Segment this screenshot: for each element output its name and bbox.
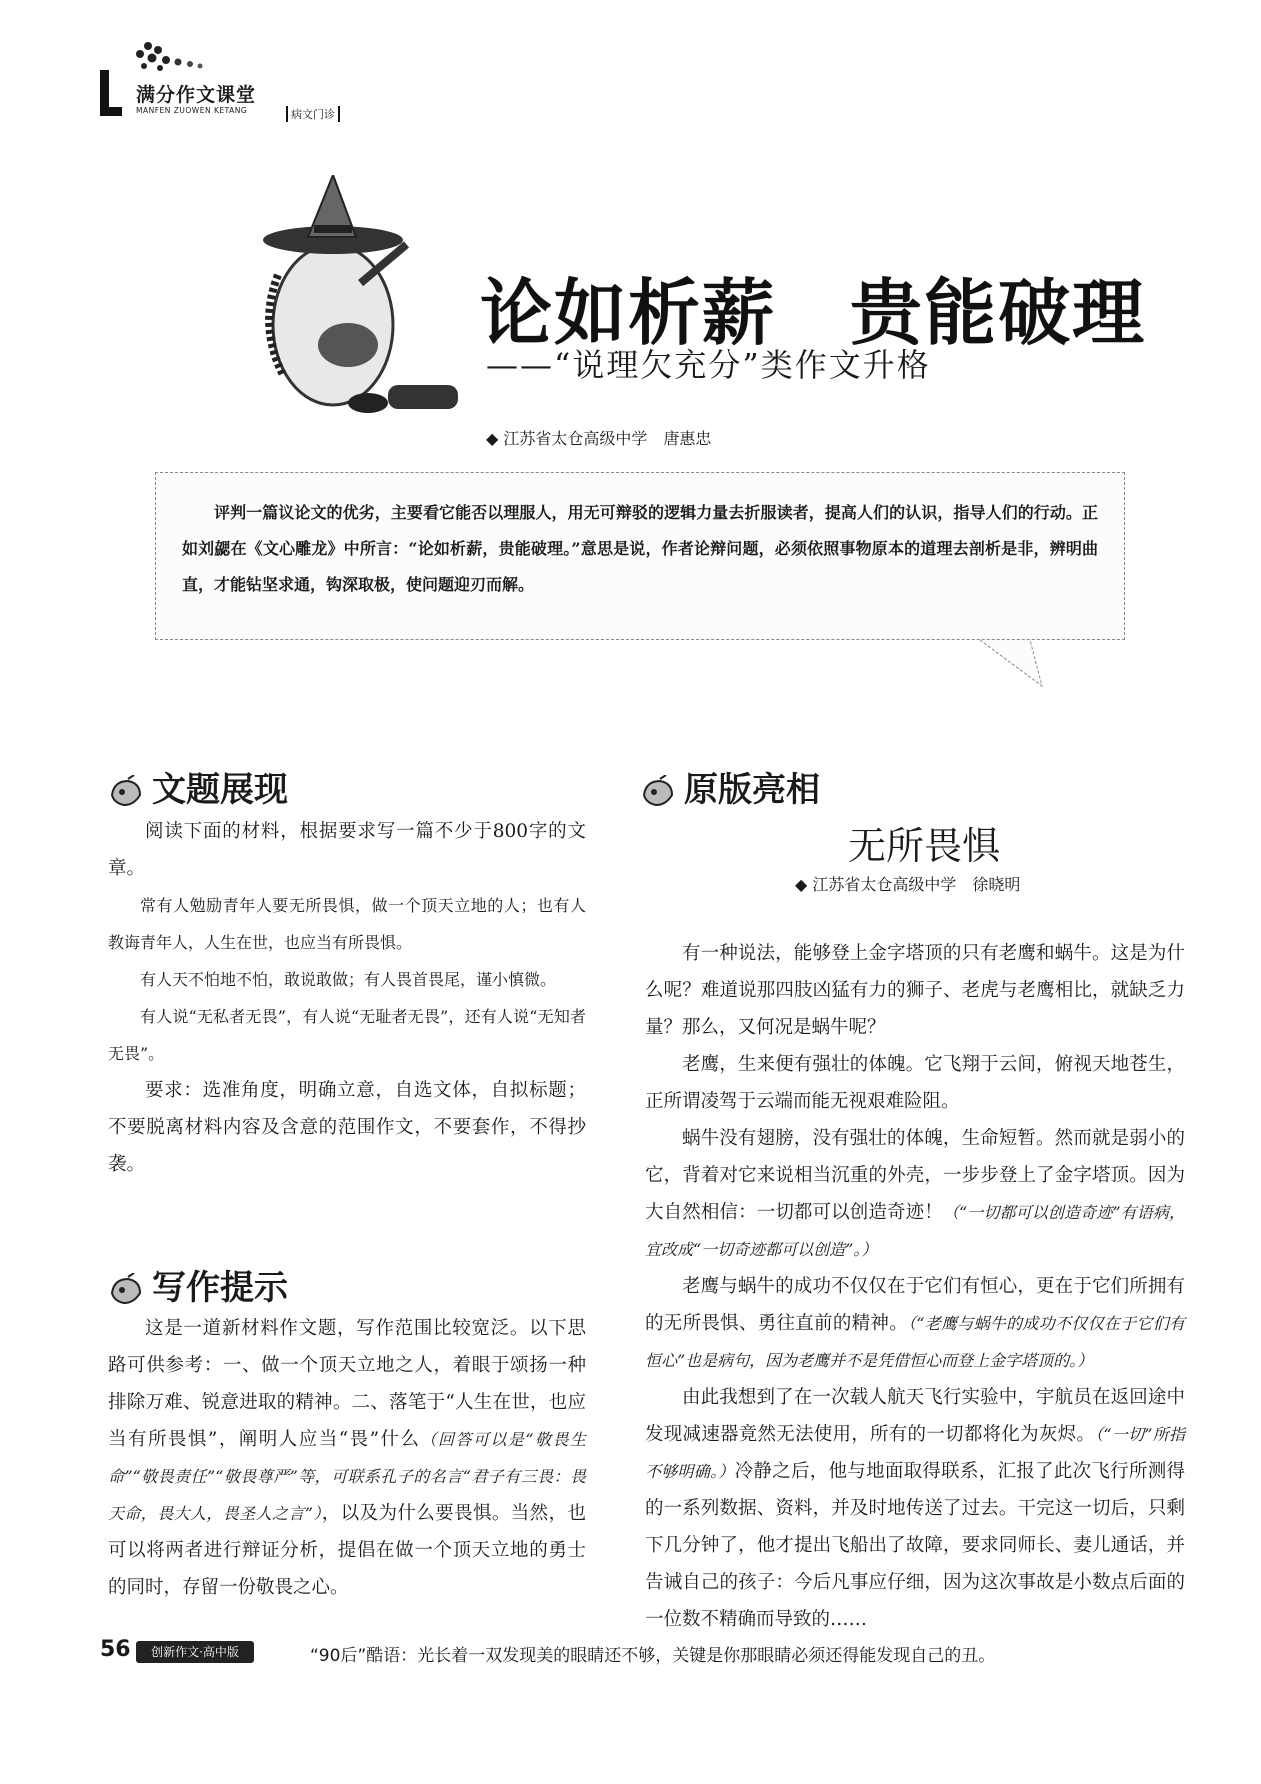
essay-paragraph: 有一种说法，能够登上金字塔顶的只有老鹰和蜗牛。这是为什么呢？难道说那四肢凶猛有力的狮子、老虎与老鹰相比，就缺乏力量？那么，又何况是蜗牛呢？: [645, 943, 1185, 1038]
essay-paragraph: [645, 1268, 1185, 1379]
requirement-paragraph: 要求：选准角度，明确立意，自选文体，自拟标题；不要脱离材料内容及含意的范围作文，不要套作，不得抄袭。: [108, 1080, 586, 1175]
dots-decoration-icon: [130, 40, 250, 74]
essay-note: （“老鹰与蜗牛的成功不仅仅在于它们有恒心”也是病句，因为老鹰并不是凭借恒心而登上金字塔顶的。）: [645, 1314, 1185, 1370]
guitar-figure-illustration-icon: [238, 175, 468, 415]
heading-topic: [108, 762, 288, 811]
essay-note: （“一切”所指不够明确。）: [645, 1425, 1185, 1481]
heading-tips-label: 写作提示: [152, 1268, 288, 1308]
material-paragraph: 有人天不怕地不怕，敢说敢做；有人畏首畏尾，谨小慎微。: [140, 970, 557, 989]
logo-l-mark: [100, 70, 122, 116]
tips-text-end: ，以及为什么要畏惧。当然，也可以将两者进行辩证分析，提倡在做一个顶天立地的勇士的同时，存留一份敬畏之心。: [108, 1503, 586, 1598]
mask-icon: [108, 775, 144, 809]
heading-original-label: 原版亮相: [684, 770, 820, 810]
article-byline: ◆ 江苏省太仓高级中学 唐惠忠: [486, 429, 712, 448]
tips-note: （回答可以是“敬畏生命”“敬畏责任”“敬畏尊严”等，可联系孔子的名言“君子有三畏：畏天命，畏大人，畏圣人之言”）: [108, 1430, 587, 1523]
essay-paragraph: 老鹰，生来便有强壮的体魄。它飞翔于云间，俯视天地苍生，正所谓凌驾于云端而能无视艰难险阻。: [645, 1054, 1185, 1112]
essay-byline: ◆ 江苏省太仓高级中学 徐晓明: [795, 875, 1021, 894]
mask-icon: [640, 775, 676, 809]
page-footer: [100, 1637, 1180, 1667]
essay-paragraph: [645, 1379, 1185, 1638]
magazine-badge: 创新作文·高中版: [136, 1641, 254, 1663]
essay-paragraph: [645, 1120, 1185, 1268]
left-column-tips: [108, 1310, 586, 1606]
topic-paragraph: 阅读下面的材料，根据要求写一篇不少于800字的文章。: [108, 821, 586, 879]
mask-icon: [108, 1273, 144, 1307]
abstract-box: [155, 472, 1125, 640]
heading-topic-label: 文题展现: [152, 770, 288, 810]
left-column-topic: [108, 813, 586, 1183]
material-paragraph: 常有人勉励青年人要无所畏惧，做一个顶天立地的人；也有人教诲青年人，人生在世，也应当有所畏惧。: [108, 896, 586, 952]
essay-text-end: 冷静之后，他与地面取得联系，汇报了此次飞行所测得的一系列数据、资料，并及时地传送了过去。干完这一切后，只剩下几分钟了，他才提出飞船出了故障，要求同师长、妻儿通话，并告诫自己的孩子：今后凡事应仔细，因为这次事故是小数点后面的一位数不精确而导致的……: [645, 1461, 1185, 1630]
essay-text: 老鹰与蜗牛的成功不仅仅在于它们有恒心，更在于它们所拥有的无所畏惧、勇往直前的精神。: [645, 1276, 1185, 1334]
essay-note: （“一切都可以创造奇迹”有语病，宜改成“一切奇迹都可以创造”。）: [645, 1203, 1185, 1259]
brand-en: MANFEN ZUOWEN KETANG: [136, 106, 248, 115]
essay-title: 无所畏惧: [848, 824, 1001, 868]
heading-original: [640, 762, 820, 811]
article-title: 论如析薪 贵能破理: [480, 271, 1147, 355]
section-label: 病文门诊: [286, 106, 340, 122]
abstract-text: 评判一篇议论文的优劣，主要看它能否以理服人，用无可辩驳的逻辑力量去折服读者，提高人们的认识，指导人们的行动。正如刘勰在《文心雕龙》中所言：“论如析薪，贵能破理。”意思是说，作者论辩问题，必须依照事物原本的道理去剖析是非，辨明曲直，才能钻坚求通，钩深取极，使问题迎刃而解。: [182, 503, 1098, 594]
brand-cn: 满分作文课堂: [136, 84, 257, 106]
right-column-essay: [645, 935, 1185, 1638]
tips-text: 这是一道新材料作文题，写作范围比较宽泛。以下思路可供参考：一、做一个顶天立地之人，着眼于颂扬一种排除万难、锐意进取的精神。二、落笔于“人生在世，也应当有所畏惧”，阐明人应当“畏”什么: [108, 1318, 586, 1450]
speech-tail-icon: [980, 638, 1070, 688]
heading-tips: [108, 1260, 288, 1309]
essay-text: 蜗牛没有翅膀，没有强壮的体魄，生命短暂。然而就是弱小的它，背着对它来说相当沉重的外壳，一步步登上了金字塔顶。因为大自然相信：一切都可以创造奇迹！: [645, 1128, 1185, 1223]
footer-quote: “90后”酷语：光长着一双发现美的眼睛还不够，关键是你那眼睛必须还得能发现自己的丑。: [310, 1646, 996, 1666]
tips-paragraph: [108, 1310, 586, 1606]
brand-logo: [100, 40, 360, 120]
page-number: 56: [100, 1637, 131, 1662]
essay-text: 由此我想到了在一次载人航天飞行实验中，宇航员在返回途中发现减速器竟然无法使用，所有的一切都将化为灰烬。: [645, 1387, 1185, 1445]
article-subtitle: ——“说理欠充分”类作文升格: [486, 346, 931, 384]
material-paragraph: 有人说“无私者无畏”，有人说“无耻者无畏”，还有人说“无知者无畏”。: [108, 1007, 586, 1063]
